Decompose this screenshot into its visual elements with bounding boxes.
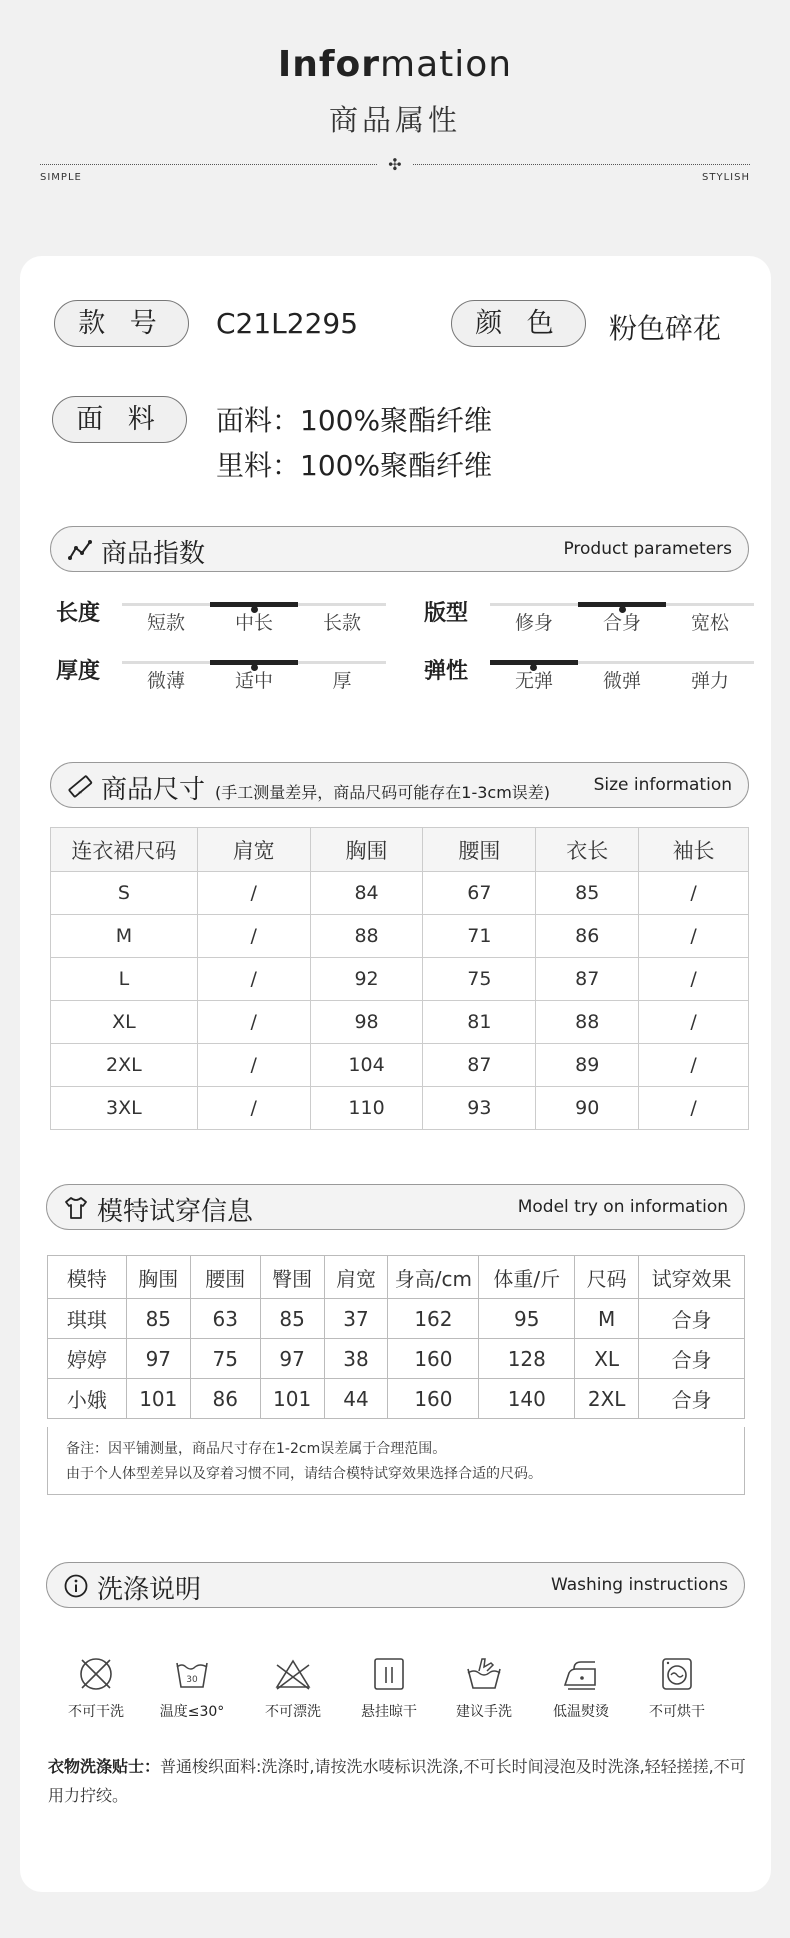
cell: 37 bbox=[324, 1299, 388, 1339]
cell: 101 bbox=[126, 1379, 190, 1419]
option: 宽松 bbox=[690, 612, 729, 634]
cell: 合身 bbox=[639, 1339, 745, 1379]
cell: / bbox=[197, 872, 310, 915]
cell: 110 bbox=[310, 1087, 423, 1130]
cell: XL bbox=[51, 1001, 198, 1044]
washing-tip-text: 普通梭织面料:洗涤时,请按洗水唛标识洗涤,不可长时间浸泡及时洗涤,轻轻搓搓,不可用力拧绞。 bbox=[48, 1757, 746, 1805]
style-no-label: 款 号 bbox=[54, 300, 189, 347]
cell: 101 bbox=[260, 1379, 324, 1419]
cell: 44 bbox=[324, 1379, 388, 1419]
washing-tip bbox=[48, 1752, 754, 1810]
wash-item-hand-wash bbox=[434, 1655, 534, 1721]
cell: 93 bbox=[423, 1087, 536, 1130]
cell: 160 bbox=[388, 1339, 479, 1379]
washing-tip-label: 衣物洗涤贴士： bbox=[48, 1757, 161, 1776]
tag-stylish: STYLISH bbox=[702, 172, 750, 183]
size-table bbox=[50, 827, 749, 1130]
wash-item-temp-30 bbox=[142, 1655, 242, 1721]
wash-label: 不可干洗 bbox=[68, 1704, 124, 1720]
cell: 162 bbox=[388, 1299, 479, 1339]
param-thickness-label: 厚度 bbox=[56, 659, 101, 684]
param-fit-label: 版型 bbox=[424, 601, 469, 626]
param-thickness-track bbox=[122, 661, 386, 664]
col-header: 模特 bbox=[48, 1256, 127, 1299]
col-header: 连衣裙尺码 bbox=[51, 828, 198, 872]
col-header: 肩宽 bbox=[197, 828, 310, 872]
fabric-label: 面 料 bbox=[52, 396, 187, 443]
title-bold-part: Infor bbox=[277, 44, 381, 85]
col-header: 袖长 bbox=[639, 828, 749, 872]
wash-label: 不可烘干 bbox=[649, 1704, 705, 1720]
model-table-header bbox=[48, 1256, 745, 1299]
cell: 98 bbox=[310, 1001, 423, 1044]
cell: 89 bbox=[536, 1044, 639, 1087]
wash-header bbox=[46, 1562, 745, 1608]
cell: 合身 bbox=[639, 1299, 745, 1339]
fabric-lining: 里料：100%聚酯纤维 bbox=[216, 449, 493, 482]
table-row bbox=[48, 1299, 745, 1339]
model-subtitle: Model try on information bbox=[517, 1197, 728, 1217]
cell: 87 bbox=[536, 958, 639, 1001]
cell: 92 bbox=[310, 958, 423, 1001]
option: 弹力 bbox=[690, 670, 729, 692]
col-header: 衣长 bbox=[536, 828, 639, 872]
col-header: 胸围 bbox=[126, 1256, 190, 1299]
table-row bbox=[51, 958, 749, 1001]
cell: 104 bbox=[310, 1044, 423, 1087]
param-length bbox=[56, 596, 396, 646]
cell: 85 bbox=[126, 1299, 190, 1339]
cell: 97 bbox=[126, 1339, 190, 1379]
cell: / bbox=[639, 958, 749, 1001]
cell: / bbox=[197, 958, 310, 1001]
cell: 合身 bbox=[639, 1379, 745, 1419]
no-tumble-icon bbox=[658, 1655, 696, 1693]
col-header: 胸围 bbox=[310, 828, 423, 872]
cell: 85 bbox=[536, 872, 639, 915]
cell: XL bbox=[575, 1339, 639, 1379]
wash-item-low-iron bbox=[531, 1655, 631, 1721]
cell: / bbox=[197, 1044, 310, 1087]
param-fit-track bbox=[490, 603, 754, 606]
cell: 67 bbox=[423, 872, 536, 915]
product-index-header bbox=[50, 526, 749, 572]
col-header: 体重/斤 bbox=[479, 1256, 575, 1299]
model-remark bbox=[47, 1427, 745, 1495]
wash-label: 不可漂洗 bbox=[265, 1704, 321, 1720]
cell: 90 bbox=[536, 1087, 639, 1130]
option-selected: 合身 bbox=[602, 612, 641, 634]
cell: 84 bbox=[310, 872, 423, 915]
wash-label: 悬挂晾干 bbox=[361, 1704, 417, 1720]
cell: 琪琪 bbox=[48, 1299, 127, 1339]
cell: 160 bbox=[388, 1379, 479, 1419]
option: 长款 bbox=[322, 612, 361, 634]
table-row bbox=[51, 872, 749, 915]
cell: 63 bbox=[190, 1299, 260, 1339]
table-row bbox=[51, 1044, 749, 1087]
cell: 婷婷 bbox=[48, 1339, 127, 1379]
cell: 85 bbox=[260, 1299, 324, 1339]
wash-item-line-dry bbox=[339, 1655, 439, 1721]
option-selected: 适中 bbox=[234, 670, 273, 692]
color-value: 粉色碎花 bbox=[609, 312, 722, 345]
cell: 140 bbox=[479, 1379, 575, 1419]
cell: 88 bbox=[536, 1001, 639, 1044]
wash-label: 低温熨烫 bbox=[553, 1704, 609, 1720]
col-header: 腰围 bbox=[423, 828, 536, 872]
low-iron-icon bbox=[562, 1655, 600, 1693]
option-selected: 无弹 bbox=[514, 670, 553, 692]
cell: 88 bbox=[310, 915, 423, 958]
wash-item-no-tumble bbox=[627, 1655, 727, 1721]
cell: 86 bbox=[190, 1379, 260, 1419]
size-table-header bbox=[51, 828, 749, 872]
option: 短款 bbox=[146, 612, 185, 634]
style-no-value: C21L2295 bbox=[216, 307, 359, 340]
col-header: 肩宽 bbox=[324, 1256, 388, 1299]
cell: / bbox=[639, 1044, 749, 1087]
cell: 38 bbox=[324, 1339, 388, 1379]
wash-label: 建议手洗 bbox=[456, 1704, 512, 1720]
no-tumble-dry-icon bbox=[77, 1655, 115, 1693]
wash-item-no-dry-clean bbox=[46, 1655, 146, 1721]
param-elasticity bbox=[424, 654, 764, 704]
cell: 75 bbox=[423, 958, 536, 1001]
tag-simple: SIMPLE bbox=[40, 172, 82, 183]
cell: 81 bbox=[423, 1001, 536, 1044]
cell: 75 bbox=[190, 1339, 260, 1379]
cell: M bbox=[575, 1299, 639, 1339]
header-divider-left bbox=[40, 164, 377, 165]
header-divider-right bbox=[413, 164, 750, 165]
page-title bbox=[0, 44, 790, 85]
wash-temp-digits: 30 bbox=[186, 1675, 198, 1685]
trend-chart-icon bbox=[67, 537, 93, 563]
no-bleach-icon bbox=[274, 1655, 312, 1693]
table-row bbox=[51, 1087, 749, 1130]
wash-title: 洗涤说明 bbox=[97, 1575, 202, 1605]
cross-ornament-icon: ✣ bbox=[388, 155, 402, 174]
cell: 小娥 bbox=[48, 1379, 127, 1419]
col-header: 身高/cm bbox=[388, 1256, 479, 1299]
param-elasticity-track bbox=[490, 661, 754, 664]
param-fit bbox=[424, 596, 764, 646]
model-header bbox=[46, 1184, 745, 1230]
cell: 128 bbox=[479, 1339, 575, 1379]
cell: / bbox=[639, 872, 749, 915]
wash-30-icon bbox=[173, 1655, 211, 1693]
cell: 2XL bbox=[51, 1044, 198, 1087]
col-header: 腰围 bbox=[190, 1256, 260, 1299]
wash-label: 温度≤30° bbox=[159, 1704, 225, 1720]
page-subtitle: 商品属性 bbox=[328, 103, 461, 137]
product-index-subtitle: Product parameters bbox=[563, 539, 732, 559]
model-title: 模特试穿信息 bbox=[97, 1197, 254, 1227]
cell: 97 bbox=[260, 1339, 324, 1379]
cell: 87 bbox=[423, 1044, 536, 1087]
option-selected: 中长 bbox=[234, 612, 273, 634]
param-thickness bbox=[56, 654, 396, 704]
remark-line: 备注：因平铺测量，商品尺寸存在1-2cm误差属于合理范围。 bbox=[66, 1441, 447, 1457]
table-row bbox=[51, 1001, 749, 1044]
cell: / bbox=[197, 1087, 310, 1130]
col-header: 臀围 bbox=[260, 1256, 324, 1299]
wash-item-no-bleach bbox=[243, 1655, 343, 1721]
cell: / bbox=[639, 915, 749, 958]
size-subtitle: Size information bbox=[593, 775, 732, 795]
option: 微弹 bbox=[602, 670, 641, 692]
table-row bbox=[48, 1339, 745, 1379]
product-index-title: 商品指数 bbox=[101, 539, 206, 569]
col-header: 尺码 bbox=[575, 1256, 639, 1299]
cell: / bbox=[639, 1087, 749, 1130]
title-light-part: mation bbox=[380, 44, 513, 85]
cell: 71 bbox=[423, 915, 536, 958]
option: 修身 bbox=[514, 612, 553, 634]
fabric-outer: 面料：100%聚酯纤维 bbox=[216, 404, 493, 437]
cell: M bbox=[51, 915, 198, 958]
cell: L bbox=[51, 958, 198, 1001]
ruler-icon bbox=[67, 773, 93, 799]
color-label: 颜 色 bbox=[451, 300, 586, 347]
param-length-track bbox=[122, 603, 386, 606]
tshirt-icon bbox=[63, 1195, 89, 1221]
option: 微薄 bbox=[146, 670, 185, 692]
cell: / bbox=[639, 1001, 749, 1044]
table-row bbox=[48, 1379, 745, 1419]
cell: 86 bbox=[536, 915, 639, 958]
cell: / bbox=[197, 915, 310, 958]
cell: 2XL bbox=[575, 1379, 639, 1419]
param-length-label: 长度 bbox=[56, 601, 101, 626]
col-header: 试穿效果 bbox=[639, 1256, 745, 1299]
hand-wash-icon bbox=[465, 1655, 503, 1693]
model-table bbox=[47, 1255, 745, 1419]
size-header bbox=[50, 762, 749, 808]
wash-subtitle: Washing instructions bbox=[550, 1575, 728, 1595]
option: 厚 bbox=[332, 670, 352, 692]
cell: 3XL bbox=[51, 1087, 198, 1130]
size-title: 商品尺寸 bbox=[101, 775, 206, 805]
cell: S bbox=[51, 872, 198, 915]
table-row bbox=[51, 915, 749, 958]
line-dry-icon bbox=[370, 1655, 408, 1693]
info-icon bbox=[63, 1573, 89, 1599]
remark-line: 由于个人体型差异以及穿着习惯不同，请结合模特试穿效果选择合适的尺码。 bbox=[66, 1466, 542, 1482]
cell: / bbox=[197, 1001, 310, 1044]
param-elasticity-label: 弹性 bbox=[424, 659, 469, 684]
size-title-wrap bbox=[101, 769, 550, 806]
cell: 95 bbox=[479, 1299, 575, 1339]
size-note: (手工测量差异，商品尺码可能存在1-3cm误差) bbox=[215, 783, 551, 802]
